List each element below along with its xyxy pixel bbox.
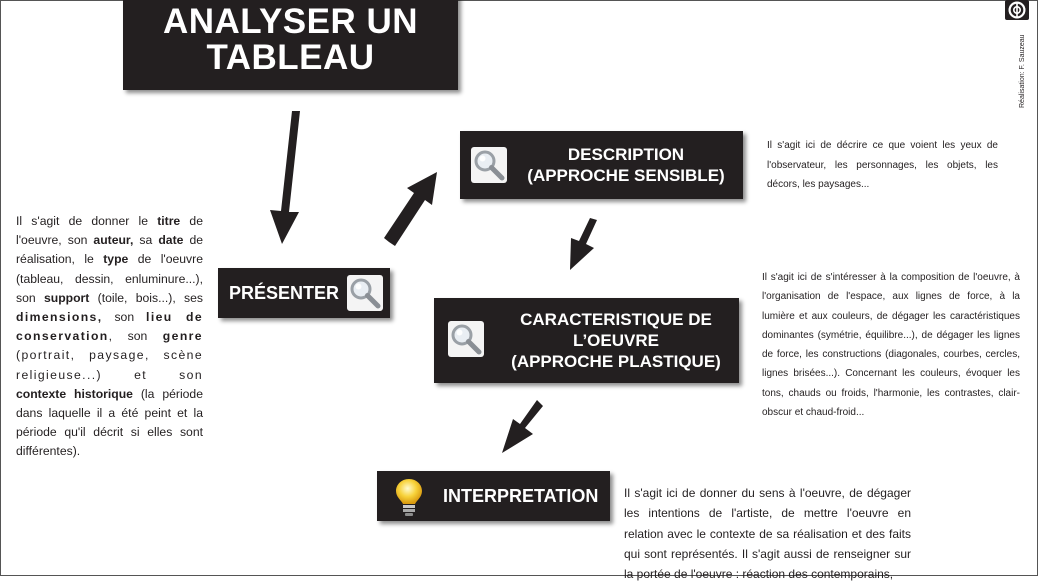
text-run: de l'oeuvre, son <box>16 214 203 248</box>
text-bold: auteur, <box>93 233 134 248</box>
text-run: (la période dans laquelle il a été peint et la période qu'il décrit si elles sont différentes). <box>16 386 203 459</box>
creative-commons-icon <box>1005 0 1029 20</box>
text-bold: type <box>103 252 129 267</box>
arrow-description-to-caracteristique <box>570 218 597 270</box>
description-box <box>460 131 743 199</box>
caracteristique-label <box>496 309 736 372</box>
magnifier-icon <box>346 274 384 312</box>
creative-commons-icon-glyph <box>1005 0 1029 20</box>
interpretation-text: Il s'agit ici de donner du sens à l'oeuvre, de dégager les intentions de l'artiste, de mettre l'oeuvre en relation avec le contexte de sa réalisation et des faits qui sont représentés. Il s'agit aussi de renseigner sur la portée de l'oeuvre : réaction des contemporains, <box>624 486 911 582</box>
text-run: de réalisation, le <box>16 233 203 267</box>
title-box <box>123 0 458 90</box>
text-bold: dimensions, <box>16 310 103 325</box>
caracteristique-box <box>434 298 739 383</box>
presenter-box <box>218 268 390 318</box>
presenter-label: PRÉSENTER <box>229 282 340 303</box>
text-bold: titre <box>157 214 181 228</box>
interpretation-box <box>377 471 610 521</box>
arrow-title-to-presenter <box>270 111 300 244</box>
text-run: sa <box>133 233 159 248</box>
text-run: (toile, bois...), ses <box>89 290 203 305</box>
description-line-1: DESCRIPTION <box>567 145 685 164</box>
title-line-1: ANALYSER UN <box>162 2 419 41</box>
text-run: Il s'agit de donner le <box>16 214 158 228</box>
text-run: , son <box>108 329 163 344</box>
arrow-presenter-to-description <box>384 172 437 246</box>
caracteristique-line-3: (APPROCHE PLASTIQUE) <box>511 352 721 371</box>
caracteristique-line-2: L’OEUVRE <box>573 331 659 350</box>
text-bold: support <box>43 290 90 305</box>
text-bold: lieu de conservation <box>16 310 203 344</box>
text-bold: date <box>158 233 184 248</box>
title-line-2: TABLEAU <box>206 38 375 77</box>
lightbulb-icon <box>394 477 424 517</box>
magnifier-icon <box>470 146 508 184</box>
description-label <box>515 144 737 186</box>
description-text: Il s'agit ici de décrire ce que voient les yeux de l'observateur, les personnages, les objets, les décors, les paysages... <box>767 140 998 190</box>
magnifier-icon <box>447 320 485 358</box>
text-bold: genre <box>162 329 203 344</box>
interpretation-label: INTERPRETATION <box>443 485 599 506</box>
caracteristique-text: Il s'agit ici de s'intéresser à la composition de l'oeuvre, à l'organisation de l'espace, aux lignes de force, à la lumière et aux couleurs, de dégager les caractéristiques dominantes (symétrie, équilibre...), de dégager les lignes de force, les constructions (diagonales, courbes, cercles, lignes brisées...). Concernant les couleurs, évoquer les tons, chauds ou froids, l'harmonie, les contrastes, clair-obscur et chaud-froid... <box>762 272 1020 419</box>
text-run: son <box>102 310 147 325</box>
caracteristique-line-1: CARACTERISTIQUE DE <box>520 310 712 329</box>
text-run: (portrait, paysage, scène religieuse...) et son <box>16 348 203 382</box>
arrow-caracteristique-to-interpretation <box>502 400 543 453</box>
text-run: de l'oeuvre (tableau, dessin, enluminure...), son <box>16 252 203 305</box>
credit-text: Réalisation: F. Sauzeau <box>1019 34 1026 108</box>
presenter-text <box>16 212 203 462</box>
description-line-2: (APPROCHE SENSIBLE) <box>527 166 725 185</box>
text-bold: contexte historique <box>16 386 133 401</box>
